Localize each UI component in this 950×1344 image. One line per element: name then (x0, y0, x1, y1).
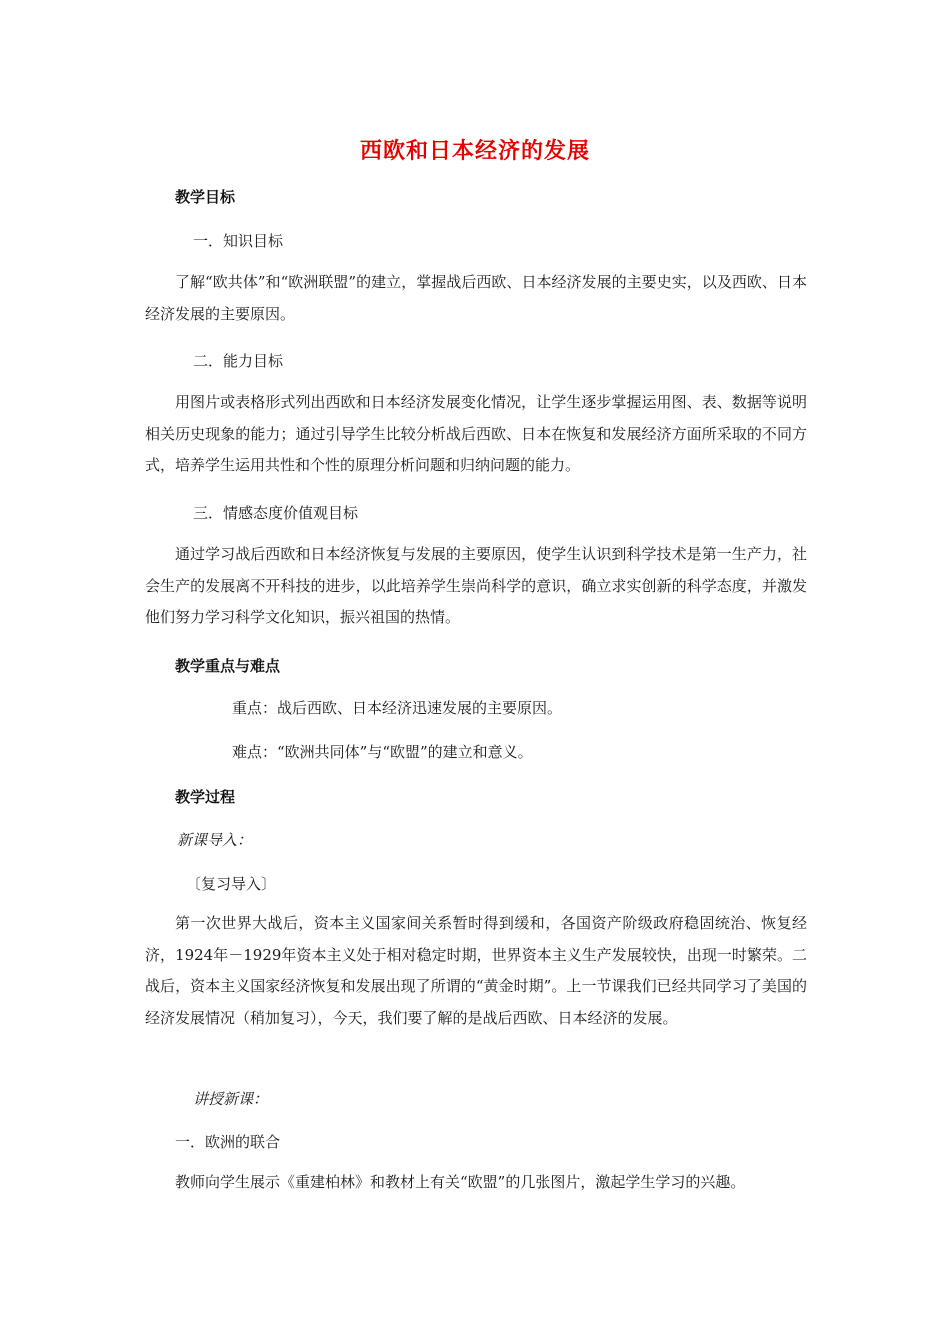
difficult-point: 难点：“欧洲共同体”与“欧盟”的建立和意义。 (232, 743, 533, 761)
new-lesson-intro-label: 新课导入： (177, 831, 253, 849)
lecture-label: 讲授新课： (193, 1090, 269, 1108)
knowledge-goal-text: 了解“欧共体”和“欧洲联盟”的建立，掌握战后西欧、日本经济发展的主要史实，以及西欧、日本经济发展的主要原因。 (145, 273, 807, 323)
europe-union-text: 教师向学生展示《重建柏林》和教材上有关“欧盟”的几张图片，激起学生学习的兴趣。 (175, 1173, 746, 1191)
review-intro-label: 〔复习导入〕 (186, 875, 277, 893)
emotion-goal-heading: 三．情感态度价值观目标 (193, 504, 359, 522)
ability-goal-heading: 二．能力目标 (193, 352, 284, 370)
key-difficult-heading: 教学重点与难点 (175, 657, 281, 675)
knowledge-goal-heading: 一．知识目标 (193, 232, 284, 250)
ability-goal-text: 用图片或表格形式列出西欧和日本经济发展变化情况，让学生逐步掌握运用图、表、数据等说明相关历史现象的能力；通过引导学生比较分析战后西欧、日本在恢复和发展经济方面所采取的不同方式，培养学生运用共性和个性的原理分析问题和归纳问题的能力。 (145, 393, 807, 474)
teaching-goals-heading: 教学目标 (175, 188, 236, 206)
europe-union-heading: 一．欧洲的联合 (175, 1133, 281, 1151)
review-intro-text: 第一次世界大战后，资本主义国家间关系暂时得到缓和，各国资产阶级政府稳固统治、恢复经济，1924年－1929年资本主义处于相对稳定时期，世界资本主义生产发展较快，出现一时繁荣。二战后，资本主义国家经济恢复和发展出现了所谓的“黄金时期”。上一节课我们已经共同学习了美国的经济发展情况（稍加复习），今天，我们要了解的是战后西欧、日本经济的发展。 (145, 914, 807, 1027)
teaching-process-heading: 教学过程 (175, 788, 236, 806)
emotion-goal-text: 通过学习战后西欧和日本经济恢复与发展的主要原因，使学生认识到科学技术是第一生产力，社会生产的发展离不开科技的进步，以此培养学生崇尚科学的意识，确立求实创新的科学态度，并激发他们努力学习科学文化知识，振兴祖国的热情。 (145, 545, 807, 626)
key-point: 重点：战后西欧、日本经济迅速发展的主要原因。 (232, 699, 563, 717)
document-title: 西欧和日本经济的发展 (359, 138, 590, 164)
